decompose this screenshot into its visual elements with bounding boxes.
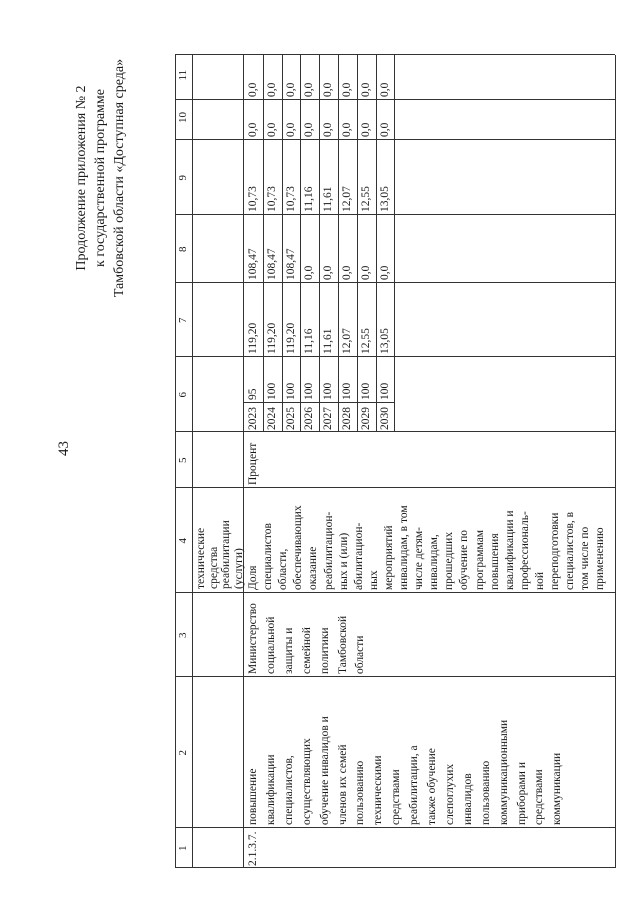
- event-line: пользованию: [354, 760, 367, 825]
- executor-line: семейной: [300, 627, 313, 674]
- value-col11: 0,0: [378, 82, 391, 97]
- value-col7: 12,55: [359, 328, 372, 354]
- indicator-line: квалификации и: [503, 510, 516, 590]
- column-divider-4: [175, 487, 615, 488]
- value-col8: 0,0: [322, 265, 335, 280]
- value-row-divider: [357, 55, 358, 432]
- target-value: 95: [247, 388, 259, 400]
- year: 2028: [341, 407, 353, 430]
- indicator-line: обеспечивающих: [292, 505, 305, 590]
- value-row-divider: [300, 55, 301, 432]
- year: 2023: [247, 407, 259, 430]
- carryover-row-divider: [243, 55, 244, 868]
- page-number: 43: [56, 441, 72, 456]
- column-number-5: 5: [177, 457, 189, 463]
- value-col11: 0,0: [341, 82, 353, 97]
- target-value: 100: [284, 382, 297, 400]
- executor-line: социальной: [264, 616, 277, 674]
- value-col7: 119,20: [284, 322, 297, 354]
- value-row-divider: [376, 55, 377, 432]
- value-row-divider: [263, 55, 264, 432]
- indicator-line: ных: [367, 570, 380, 590]
- indicator-line: числе детям-: [413, 527, 426, 590]
- value-col8: 0,0: [341, 265, 353, 280]
- indicator-line: ных и (или): [337, 532, 350, 590]
- indicator-line: повышения: [488, 533, 501, 590]
- table-border-bottom: [615, 55, 616, 868]
- value-col10: 0,0: [378, 122, 391, 137]
- event-line: пользованию: [479, 760, 492, 825]
- value-col10: 0,0: [247, 122, 259, 137]
- header-line-2: к государственной программе: [93, 89, 108, 267]
- indicator-line: инвалидам,: [428, 534, 441, 590]
- header-line-1: Продолжение приложения № 2: [74, 85, 89, 271]
- indicator-line: программам: [473, 529, 486, 590]
- executor-line: области: [354, 635, 367, 674]
- indicator-line: мероприятий: [382, 525, 395, 590]
- value-col8: 0,0: [378, 265, 391, 280]
- event-line: осуществляющих: [300, 738, 313, 825]
- executor-line: Тамбовской: [336, 615, 349, 674]
- value-col10: 0,0: [303, 122, 316, 137]
- event-line: квалификации: [264, 754, 277, 825]
- column-divider-1: [175, 827, 615, 828]
- indicator-line: переподготовки: [549, 512, 561, 590]
- indicator-line: том числе по: [579, 526, 592, 590]
- row-code: 2.1.3.7.: [247, 831, 259, 866]
- event-line: коммуникационными: [497, 719, 510, 825]
- value-col9: 12,55: [359, 186, 372, 212]
- appendix-header: [72, 48, 129, 308]
- column-number-6: 6: [177, 392, 189, 398]
- year: 2025: [284, 407, 297, 430]
- year: 2024: [265, 407, 278, 430]
- value-col7: 119,20: [247, 322, 259, 354]
- indicator-line: специалистов: [262, 523, 275, 590]
- value-col11: 0,0: [359, 82, 372, 97]
- year: 2030: [378, 407, 391, 430]
- event-line: членов их семей: [336, 744, 349, 825]
- column-divider-3: [175, 592, 615, 593]
- target-value: 100: [322, 382, 335, 400]
- value-col8: 0,0: [303, 265, 316, 280]
- value-col10: 0,0: [341, 122, 353, 137]
- value-col9: 13,05: [378, 186, 391, 212]
- carryover-text: (услуги): [232, 548, 245, 589]
- event-line: средствами: [390, 769, 403, 825]
- executor-line: Министерство: [247, 603, 259, 674]
- value-col10: 0,0: [284, 122, 297, 137]
- column-number-4: 4: [177, 538, 189, 544]
- column-number-10: 10: [177, 112, 189, 123]
- column-number-3: 3: [177, 632, 189, 638]
- value-col8: 108,47: [265, 248, 278, 280]
- target-value: 100: [265, 382, 278, 400]
- column-number-1: 1: [177, 845, 189, 851]
- indicator-line: абилитацион-: [352, 522, 365, 590]
- target-value: 100: [359, 382, 372, 400]
- indicator-line: инвалидам, в том: [398, 505, 410, 590]
- event-line: повышение: [247, 768, 259, 825]
- value-row-divider: [338, 55, 339, 432]
- indicator-line: оказание: [307, 546, 320, 590]
- year: 2026: [303, 407, 316, 430]
- executor-line: политики: [318, 627, 331, 674]
- value-row-divider: [282, 55, 283, 432]
- value-col7: 13,05: [378, 328, 391, 354]
- column-divider-0: [175, 867, 615, 868]
- event-line: обучение инвалидов и: [318, 716, 331, 825]
- value-col10: 0,0: [359, 122, 372, 137]
- value-col11: 0,0: [247, 82, 259, 97]
- indicator-line: специалистов, в: [564, 511, 577, 590]
- value-col7: 11,16: [303, 328, 316, 354]
- column-number-11: 11: [177, 69, 189, 81]
- header-row-divider: [192, 55, 193, 868]
- carryover-text: технические: [195, 527, 207, 589]
- year-divider: [243, 402, 394, 403]
- event-line: средствами: [533, 769, 546, 825]
- year: 2029: [359, 407, 372, 430]
- value-col11: 0,0: [265, 82, 278, 97]
- value-col9: 10,73: [284, 186, 297, 212]
- value-col10: 0,0: [322, 122, 335, 137]
- event-line: специалистов,: [282, 755, 295, 825]
- value-col7: 119,20: [265, 322, 278, 354]
- indicator-line: прошедших: [443, 531, 456, 590]
- value-col11: 0,0: [322, 82, 335, 97]
- target-value: 100: [378, 382, 391, 400]
- indicator-line: ной: [533, 571, 546, 590]
- program-table: [175, 69, 615, 868]
- indicator-line: области,: [277, 548, 290, 590]
- value-col9: 11,61: [322, 186, 335, 212]
- indicator-line: реабилитацион-: [322, 511, 335, 590]
- value-row-divider: [319, 55, 320, 432]
- value-col7: 11,61: [322, 328, 335, 354]
- column-number-9: 9: [177, 175, 189, 181]
- target-value: 100: [341, 382, 353, 400]
- indicator-line: Доля: [247, 565, 259, 590]
- column-number-2: 2: [177, 750, 189, 756]
- event-line: приборами и: [515, 762, 528, 825]
- target-value: 100: [303, 382, 316, 400]
- year: 2027: [322, 407, 335, 430]
- value-col9: 12,07: [341, 186, 353, 212]
- event-line: реабилитации, а: [408, 745, 421, 825]
- table-border-top: [175, 55, 176, 868]
- value-row-divider: [394, 55, 395, 432]
- indicator-line: обучение по: [458, 530, 471, 590]
- value-col8: 108,47: [247, 248, 259, 280]
- value-col9: 11,16: [303, 186, 316, 212]
- indicator-line: профессиональ-: [518, 511, 531, 590]
- value-col8: 0,0: [359, 265, 372, 280]
- column-divider-2: [175, 676, 615, 677]
- value-col7: 12,07: [341, 328, 353, 354]
- indicator-line: применению: [594, 527, 607, 590]
- unit: Процент: [247, 442, 259, 485]
- carryover-text: средства: [207, 546, 220, 589]
- column-number-8: 8: [177, 246, 189, 252]
- event-line: инвалидов: [461, 773, 474, 825]
- header-line-3: Тамбовской области «Доступная среда»: [112, 58, 127, 298]
- event-line: коммуникации: [551, 752, 564, 825]
- value-col8: 108,47: [284, 248, 297, 280]
- event-line: также обучение: [426, 748, 438, 825]
- value-col11: 0,0: [284, 82, 297, 97]
- executor-line: защиты и: [282, 627, 295, 674]
- column-number-7: 7: [177, 317, 189, 323]
- value-col9: 10,73: [265, 186, 278, 212]
- value-col11: 0,0: [303, 82, 316, 97]
- carryover-text: реабилитации: [220, 520, 232, 589]
- event-line: слепоглухих: [443, 763, 456, 825]
- event-line: техническими: [372, 755, 385, 825]
- value-col9: 10,73: [247, 186, 259, 212]
- value-col10: 0,0: [265, 122, 278, 137]
